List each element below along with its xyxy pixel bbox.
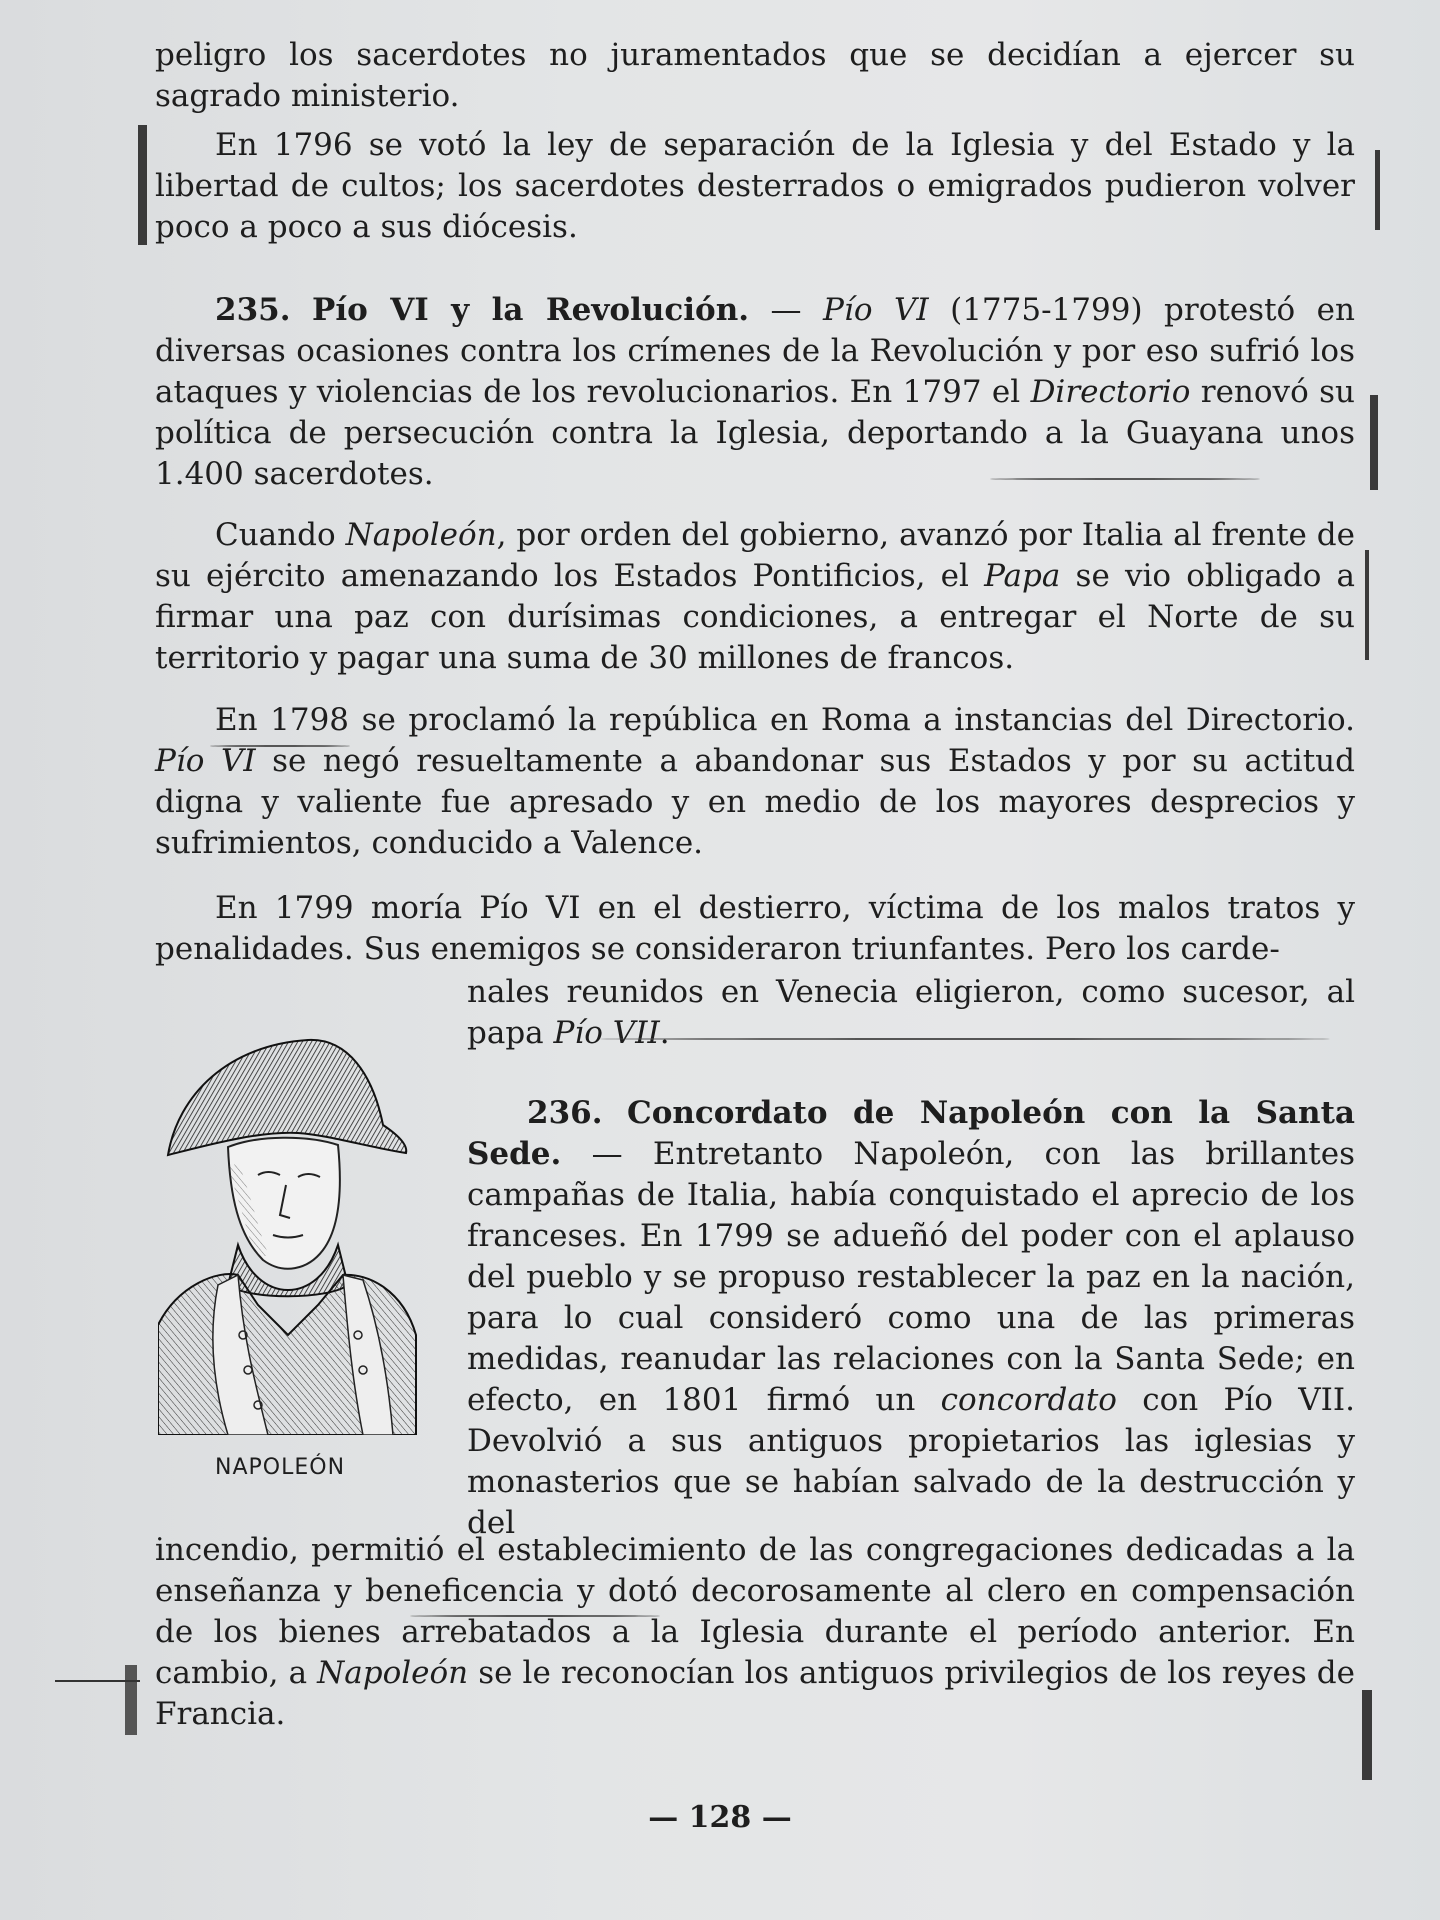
paragraph-1799-continuation bbox=[467, 972, 1355, 1054]
paragraph-1798-text bbox=[155, 700, 1355, 864]
p3-b: se negó resueltamente a abandonar sus Estados y por su actitud digna y valiente fue apresado y en medio de los mayores desprecios y sufrimientos, conducido a Valence. bbox=[155, 743, 1355, 861]
section-236-body-c: incendio, permitió el establecimiento de las congregaciones dedicadas a la enseñanza y beneficencia y dotó decorosamente al clero en compensación de los bienes arrebatados a la Iglesia durante el período anterior. En cambio, a bbox=[155, 1532, 1355, 1691]
section-236 bbox=[467, 1093, 1355, 1544]
paragraph-continuation: peligro los sacerdotes no juramentados que se decidían a ejercer su sagrado ministerio. bbox=[155, 37, 1355, 114]
portrait-caption: NAPOLEÓN bbox=[215, 1455, 346, 1480]
margin-mark-right-1 bbox=[1375, 150, 1380, 230]
section-236-number: 236. bbox=[527, 1095, 603, 1131]
section-236-paragraph bbox=[467, 1093, 1355, 1544]
directorio-italic: Directorio bbox=[1030, 374, 1191, 410]
pencil-underline-4 bbox=[410, 1615, 660, 1617]
p4-b: nales reunidos en Venecia eligieron, como sucesor, al papa bbox=[467, 974, 1355, 1051]
section-235-body-2: renovó su política de persecución contra la Iglesia, deportando a la Guayana unos 1.400 sacerdotes. bbox=[155, 374, 1355, 492]
paragraph-1798 bbox=[155, 700, 1355, 864]
papa-italic: Papa bbox=[984, 558, 1061, 594]
page-number: — 128 — bbox=[648, 1800, 792, 1835]
concordato-italic: concordato bbox=[940, 1382, 1117, 1418]
paragraph-napoleon-text bbox=[155, 515, 1355, 679]
pencil-underline-3 bbox=[600, 1038, 1330, 1040]
section-235-title: Pío VI y la Revolución. bbox=[312, 292, 750, 328]
p2-a: Cuando bbox=[215, 517, 346, 553]
p2-c: se vio obligado a firmar una paz con durísimas condiciones, a entregar el Norte de su territorio y pagar una suma de 30 millones de francos. bbox=[155, 558, 1356, 676]
section-236-body-b: con Pío VII. Devolvió a sus antiguos propietarios las iglesias y monasterios que se habían salvado de la destrucción y del bbox=[467, 1382, 1355, 1541]
paragraph-1799: En 1799 moría Pío VI en el destierro, víctima de los malos tratos y penalidades. Sus enemigos se consideraron triunfantes. Pero los carde- bbox=[155, 890, 1355, 967]
napoleon-italic: Napoleón bbox=[345, 517, 497, 553]
section-236-body-a: Entretanto Napoleón, con las brillantes campañas de Italia, había conquistado el aprecio de los franceses. En 1799 se adueñó del poder con el aplauso del pueblo y se propuso restablecer la paz en la nación, para lo cual consideró como una de las primeras medidas, reanudar las relaciones con la Santa Sede; en efecto, en 1801 firmó un bbox=[467, 1136, 1355, 1418]
napoleon-portrait-image bbox=[158, 1035, 418, 1435]
pencil-underline-1 bbox=[990, 478, 1260, 480]
section-235-paragraph-1 bbox=[155, 290, 1355, 495]
margin-mark-right-2 bbox=[1370, 395, 1378, 490]
section-235-number: 235. bbox=[215, 292, 291, 328]
section-236-continuation bbox=[155, 1530, 1355, 1735]
pio-vii-italic: Pío VII bbox=[553, 1015, 660, 1051]
p3-a: En 1798 se proclamó la república en Roma a instancias del Directorio. bbox=[215, 702, 1355, 738]
p2-b: , por orden del gobierno, avanzó por Italia al frente de su ejército amenazando los Estados Pontificios, el bbox=[155, 517, 1355, 594]
section-236-cont-text bbox=[155, 1530, 1355, 1735]
paragraph-1796: En 1796 se votó la ley de separación de la Iglesia y del Estado y la libertad de cultos; los sacerdotes desterrados o emigrados pudieron volver poco a poco a sus diócesis. bbox=[155, 127, 1355, 245]
section-235-dash: — bbox=[749, 292, 824, 328]
section-235-body-1: (1775-1799) protestó en diversas ocasiones contra los crímenes de la Revolución y por eso sufrió los ataques y violencias de los revolucionarios. En 1797 el bbox=[155, 292, 1355, 410]
margin-arrow bbox=[55, 1680, 140, 1682]
p4-end: . bbox=[659, 1015, 670, 1051]
pio-vi-italic-2: Pío VI bbox=[155, 743, 256, 779]
section-236-dash: — bbox=[561, 1136, 653, 1172]
section-235 bbox=[155, 290, 1355, 495]
margin-mark-right-3 bbox=[1365, 550, 1369, 660]
pencil-underline-2 bbox=[210, 745, 350, 747]
margin-mark-right-4 bbox=[1362, 1690, 1372, 1780]
paragraph-napoleon-italia bbox=[155, 515, 1355, 679]
paragraph-1799-cont-text bbox=[467, 972, 1355, 1054]
margin-mark-left-1 bbox=[138, 125, 147, 245]
margin-mark-left-2 bbox=[125, 1665, 137, 1735]
napoleon-italic-2: Napoleón bbox=[317, 1655, 469, 1691]
section-236-title: Concordato de Napoleón con la Santa Sede. bbox=[467, 1095, 1355, 1172]
pio-vi-italic: Pío VI bbox=[823, 292, 929, 328]
section-236-body-d: se le reconocían los antiguos privilegios de los reyes de Francia. bbox=[155, 1655, 1355, 1732]
